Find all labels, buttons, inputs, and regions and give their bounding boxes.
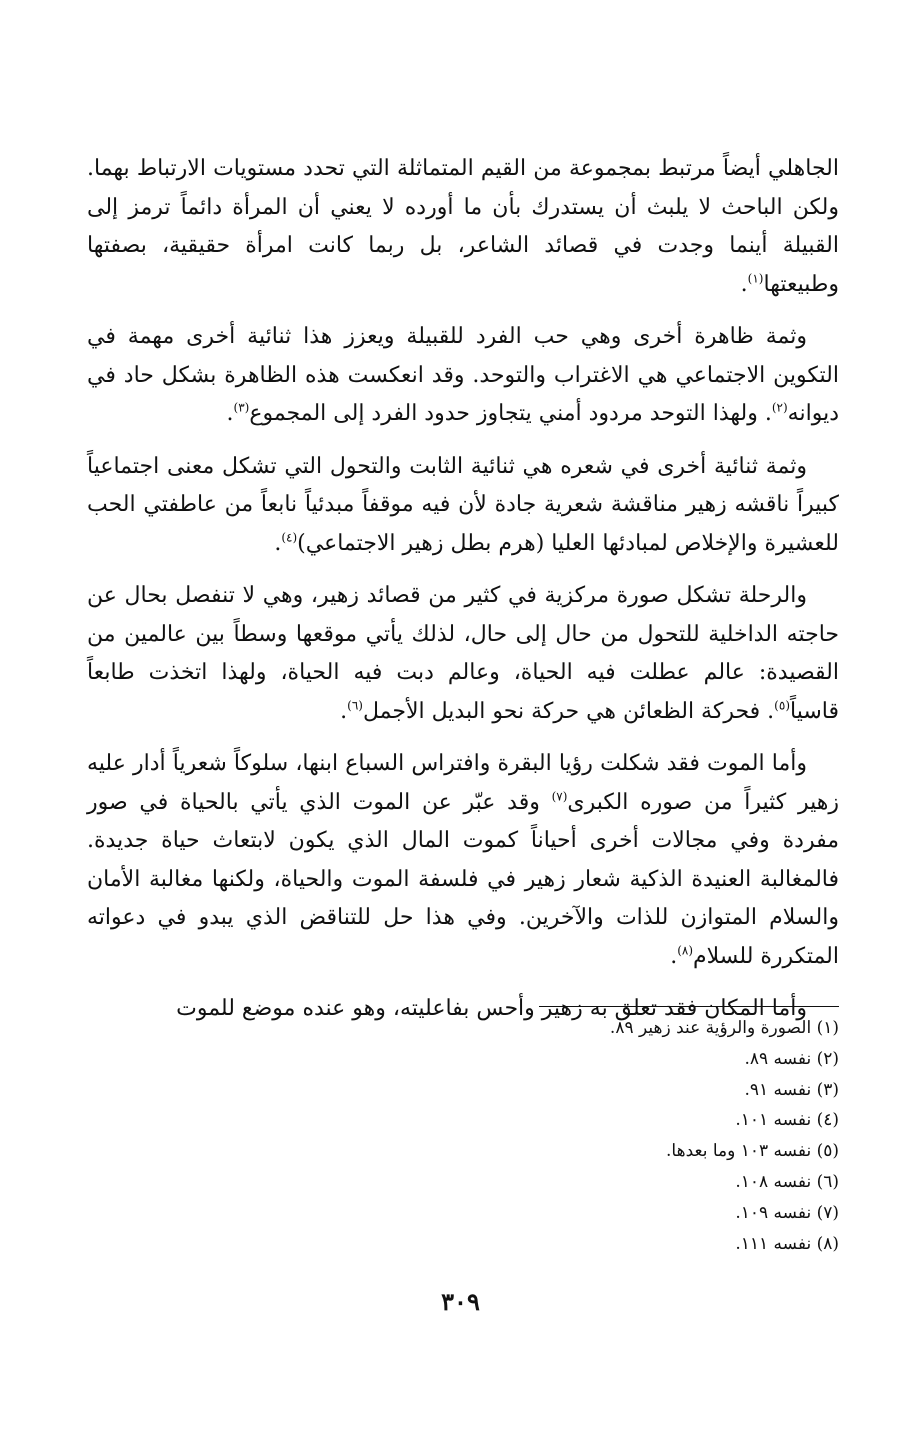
paragraph-4: والرحلة تشكل صورة مركزية في كثير من قصائد زهير، وهي لا تنفصل بحال عن حاجته الداخلية للتحول من حال إلى حال، لذلك يأتي موقعها وسطاً بين عالمين من القصيدة: عالم عطلت فيه الحياة، وعالم دبت فيه الحياة، ولهذا اتخذت طابعاً قاسياً$^{(٥)}$. فحركة الظعائن هي حركة نحو البديل الأجمل$^{(٦)}$. — [87, 583, 839, 724]
footnote-divider — [539, 1006, 839, 1007]
footnote-item: (٧) نفسه ١٠٩. — [735, 1202, 839, 1223]
footnote-marker: (٥) — [774, 698, 790, 713]
footnote-item: (٥) نفسه ١٠٣ وما بعدها. — [666, 1141, 839, 1162]
footnote-marker: (١) — [747, 271, 764, 286]
paragraph-3: وثمة ثنائية أخرى في شعره هي ثنائية الثابت والتحول التي تشكل معنى اجتماعياً كبيراً ناقشه زهير مناقشة شعرية جادة لأن فيه موقفاً مبدئياً نابعاً من عاطفتي الحب للعشيرة والإخلاص لمبادئها العليا (هرم بطل زهير الاجتماعي)$^{(٤)}$. — [87, 453, 839, 556]
footnote-item: (٤) نفسه ١٠١. — [735, 1110, 839, 1131]
footnote-marker: (٧) — [551, 789, 568, 804]
paragraph-2: وثمة ظاهرة أخرى وهي حب الفرد للقبيلة ويعزز هذا ثنائية أخرى مهمة في التكوين الاجتماعي هي الاغتراب والتوحد. وقد انعكست هذه الظاهرة بشكل حاد في ديوانه$^{(٢)}$. ولهذا التوحد مردود أمني يتجاوز حدود الفرد إلى المجموع$^{(٣)}$. — [87, 324, 839, 426]
footnote-item: (٨) نفسه ١١١. — [735, 1233, 839, 1254]
footnote-marker: (٤) — [281, 530, 298, 545]
page-number: ٣٠٩ — [441, 1287, 480, 1316]
footnote-item: (٦) نفسه ١٠٨. — [735, 1171, 839, 1192]
paragraph-6: وأما المكان فقد تعلق به زهير وأحس بفاعليته، وهو عنده موضع للموت — [176, 996, 807, 1021]
footnote-marker: (٢) — [771, 400, 788, 415]
footnote-marker: (٦) — [347, 698, 363, 713]
paragraph-5: وأما الموت فقد شكلت رؤيا البقرة وافتراس السباع ابنها، سلوكاً شعرياً أدار عليه زهير كثيراً من صوره الكبرى$^{(٧)}$ وقد عبّر عن الموت الذي يأتي بالحياة في صور مفردة وفي مجالات أخرى أحياناً كموت المال الذي يكون لابتعاث حياة جديدة. فالمغالبة العنيدة الذكية شعار زهير في فلسفة الموت والحياة، ولكنها مغالبة الأمان والسلام المتوازن للذات والآخرين. وفي هذا حل للتناقض الذي يبدو في دعواته المتكررة للسلام$^{(٨)}$. — [87, 751, 839, 969]
footnotes-list — [87, 1013, 839, 1259]
footnote-item: (٢) نفسه ٨٩. — [744, 1048, 839, 1069]
body-text — [87, 150, 839, 1029]
footnote-marker: (٨) — [677, 943, 694, 958]
footnote-item: (١) الصورة والرؤية عند زهير ٨٩. — [609, 1018, 839, 1038]
footnote-marker: (٣) — [233, 400, 250, 415]
footnote-item: (٣) نفسه ٩١. — [744, 1079, 839, 1100]
paragraph-1: الجاهلي أيضاً مرتبط بمجموعة من القيم المتماثلة التي تحدد مستويات الارتباط بهما. ولكن الباحث لا يلبث أن يستدرك بأن ما أورده لا يعني أن المرأة دائماً ترمز إلى القبيلة أينما وجدت في قصائد الشاعر، بل ربما كانت امرأة حقيقية، بصفتها وطبيعتها$^{(١)}$. — [87, 156, 840, 297]
